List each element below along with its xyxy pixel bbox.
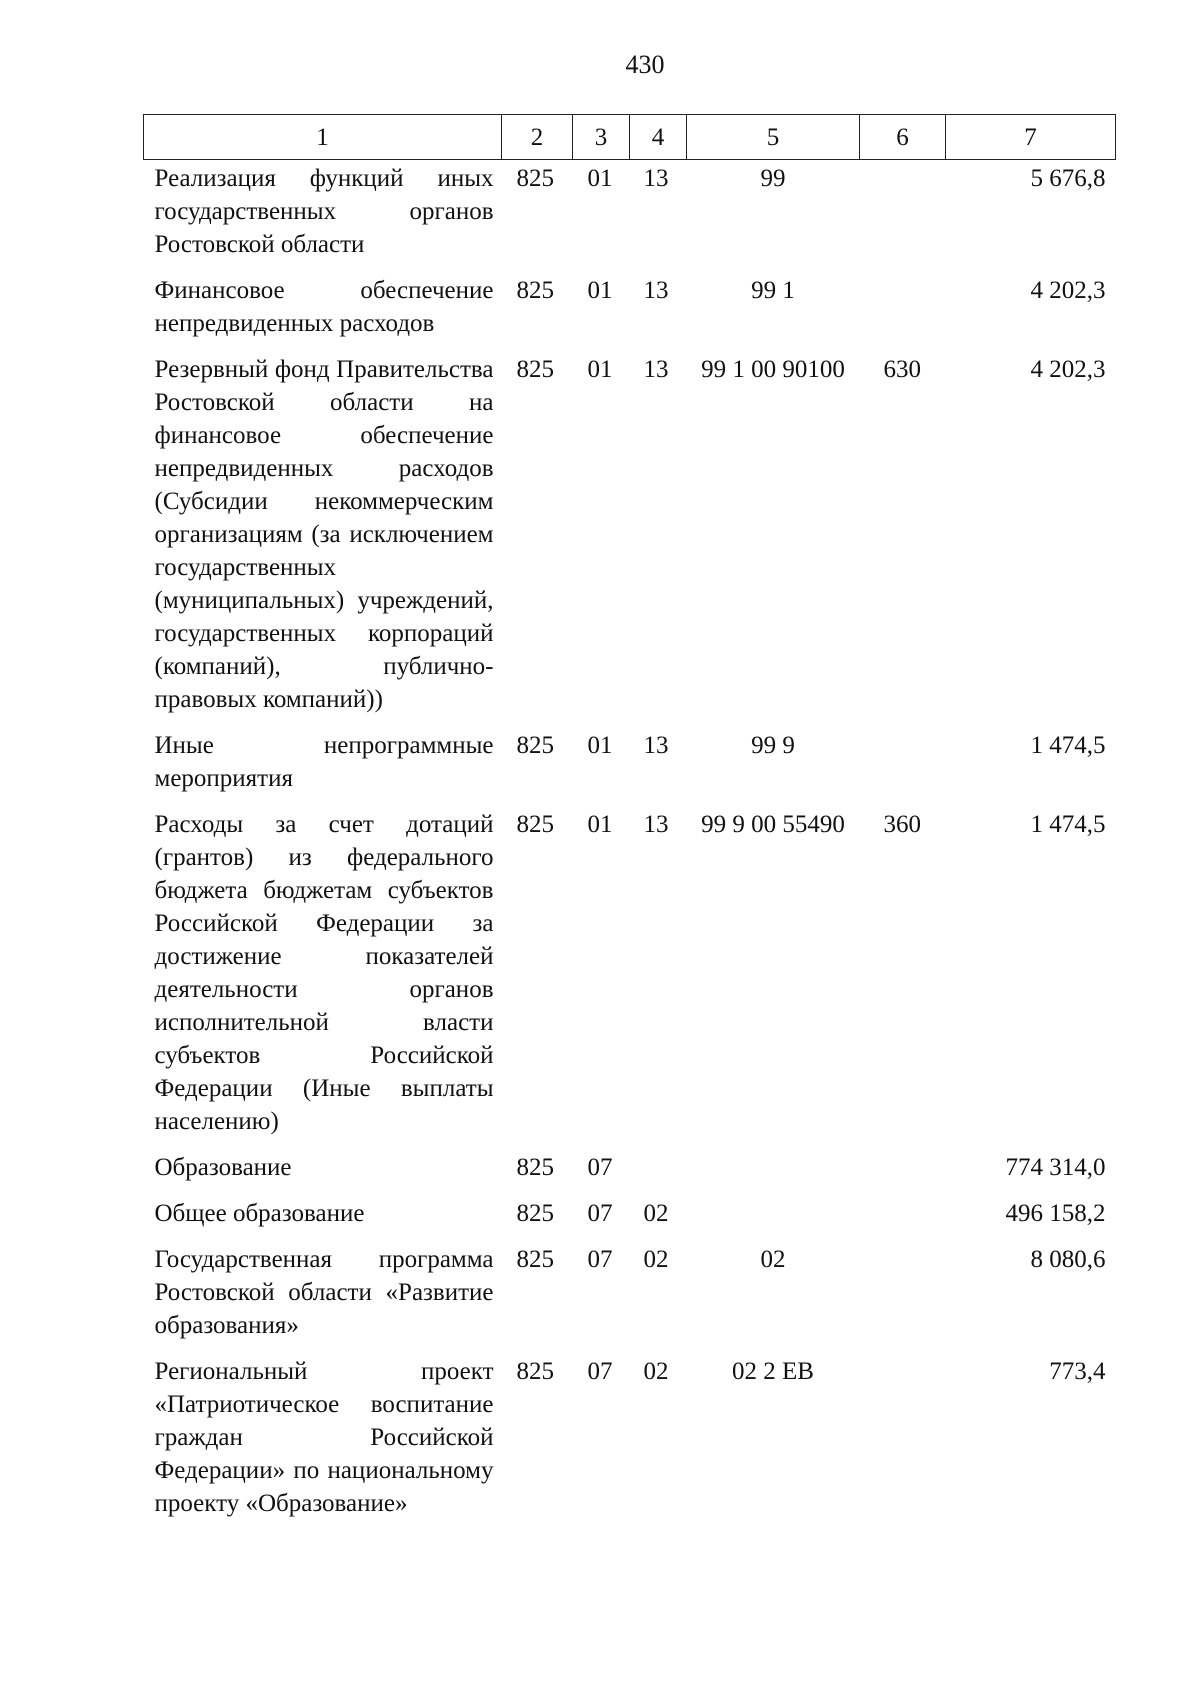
row-section: 07: [587, 1358, 613, 1385]
row-section: 07: [587, 1246, 613, 1273]
row-name: Резервный фонд Правительства Ростовской области на финансовое обеспечение непредвиденных расходов (Субсидии некоммерческим организациям (за исключением государственных (муниципальных) учреждений, государственных корпораций (компаний), публично-правовых компаний)): [154, 356, 494, 713]
row-expense-type: [860, 1355, 946, 1533]
row-expense-type: [860, 274, 946, 353]
table-header-row: [144, 115, 1116, 160]
row-target: 02 2 EB: [732, 1358, 814, 1385]
column-header-3: 3: [573, 115, 630, 160]
row-name: Образование: [154, 1154, 292, 1181]
page-number: 430: [625, 50, 665, 79]
row-expense-type: 630: [883, 356, 921, 383]
row-subsection: [630, 1151, 687, 1197]
row-sum: 4 202,3: [1030, 277, 1106, 304]
row-target: 99 9 00 55490: [701, 811, 845, 838]
row-code: 825: [516, 1358, 554, 1385]
table-row: [144, 1243, 1116, 1355]
table-row: [144, 353, 1116, 729]
row-name: Государственная программа Ростовской области «Развитие образования»: [154, 1246, 494, 1339]
row-code: 825: [516, 1246, 554, 1273]
column-header-1: 1: [144, 115, 502, 160]
row-section: 01: [587, 165, 613, 192]
row-target: [687, 1197, 860, 1243]
row-target: 99 1: [751, 277, 795, 304]
row-expense-type: [860, 1151, 946, 1197]
table-row: [144, 274, 1116, 353]
table-row: [144, 729, 1116, 808]
row-subsection: 02: [643, 1200, 669, 1227]
row-sum: 4 202,3: [1030, 356, 1106, 383]
table-body: [144, 160, 1116, 1534]
row-name: Финансовое обеспечение непредвиденных расходов: [154, 277, 494, 337]
row-subsection: 13: [643, 811, 669, 838]
row-name: Общее образование: [154, 1200, 365, 1227]
row-expense-type: [860, 1197, 946, 1243]
table-row: [144, 808, 1116, 1151]
row-code: 825: [516, 1154, 554, 1181]
row-name: Расходы за счет дотаций (грантов) из федерального бюджета бюджетам субъектов Российской Федерации за достижение показателей деятельности органов исполнительной власти субъектов Российской Федерации (Иные выплаты населению): [154, 811, 494, 1135]
row-code: 825: [516, 732, 554, 759]
row-expense-type: 360: [883, 811, 921, 838]
row-target: 99: [760, 165, 786, 192]
row-target: [687, 1151, 860, 1197]
row-sum: 5 676,8: [1030, 165, 1106, 192]
row-subsection: 02: [643, 1358, 669, 1385]
column-header-5: 5: [687, 115, 860, 160]
row-section: 01: [587, 732, 613, 759]
row-sum: 774 314,0: [1005, 1154, 1106, 1181]
row-expense-type: [860, 729, 946, 808]
table-row: [144, 1197, 1116, 1243]
row-code: 825: [516, 1200, 554, 1227]
row-name: Иные непрограммные мероприятия: [154, 732, 494, 792]
row-subsection: 13: [643, 356, 669, 383]
row-sum: 773,4: [1049, 1358, 1106, 1385]
row-section: 01: [587, 277, 613, 304]
row-code: 825: [516, 277, 554, 304]
column-header-4: 4: [630, 115, 687, 160]
table-row: [144, 1355, 1116, 1533]
row-sum: 496 158,2: [1005, 1200, 1106, 1227]
row-subsection: 13: [643, 165, 669, 192]
budget-table: [143, 114, 1116, 1533]
row-code: 825: [516, 811, 554, 838]
row-target: 99 9: [751, 732, 795, 759]
column-header-6: 6: [860, 115, 946, 160]
row-target: 99 1 00 90100: [701, 356, 845, 383]
row-code: 825: [516, 356, 554, 383]
row-section: 07: [587, 1200, 613, 1227]
row-sum: 1 474,5: [1030, 811, 1106, 838]
row-name: Реализация функций иных государственных органов Ростовской области: [154, 165, 494, 258]
table-row: [144, 160, 1116, 275]
row-expense-type: [860, 1243, 946, 1355]
row-sum: 1 474,5: [1030, 732, 1106, 759]
row-section: 01: [587, 356, 613, 383]
column-header-2: 2: [502, 115, 573, 160]
row-sum: 8 080,6: [1030, 1246, 1106, 1273]
row-target: 02: [760, 1246, 786, 1273]
row-subsection: 02: [643, 1246, 669, 1273]
row-expense-type: [860, 160, 946, 275]
row-code: 825: [516, 165, 554, 192]
row-section: 07: [587, 1154, 613, 1181]
row-section: 01: [587, 811, 613, 838]
row-name: Региональный проект «Патриотическое воспитание граждан Российской Федерации» по национальному проекту «Образование»: [154, 1358, 494, 1517]
table-header: [144, 115, 1116, 160]
column-header-7: 7: [946, 115, 1116, 160]
row-subsection: 13: [643, 277, 669, 304]
row-subsection: 13: [643, 732, 669, 759]
table-row: [144, 1151, 1116, 1197]
